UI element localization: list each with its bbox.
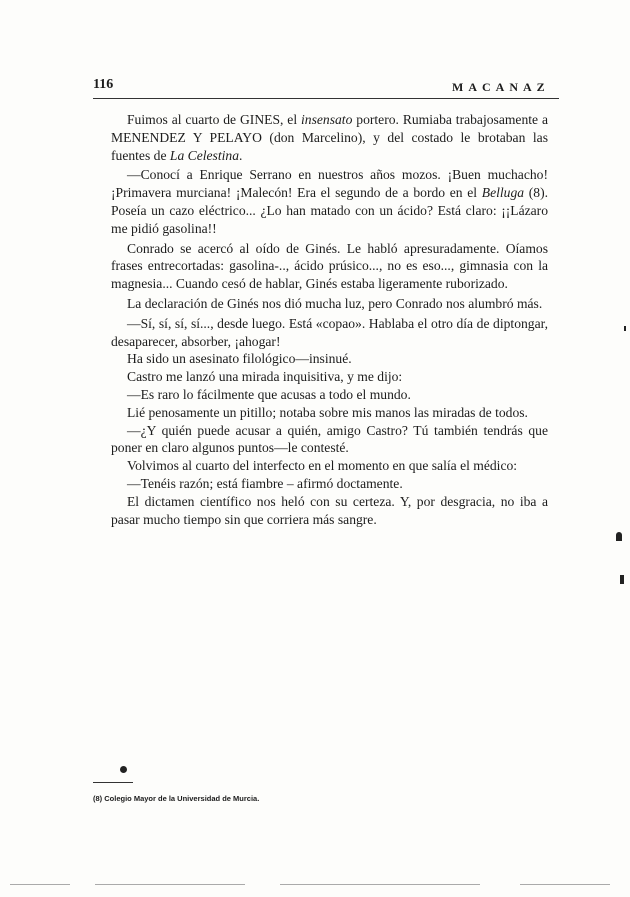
bottom-rule: [280, 884, 480, 885]
margin-mark: [620, 575, 624, 584]
bottom-rule: [10, 884, 70, 885]
paragraph: Lié penosamente un pitillo; notaba sobre mis manos las miradas de todos.: [127, 404, 528, 420]
paragraph: —¿Y quién puede acusar a quién, amigo Castro? Tú también tendrás que poner en claro algunos puntos—le contesté.: [111, 422, 548, 456]
bottom-rule: [95, 884, 245, 885]
footnote: (8) Colegio Mayor de la Universidad de Murcia.: [93, 794, 260, 803]
paragraph: Conrado se acercó al oído de Ginés. Le habló apresuradamente. Oíamos frases entrecortadas: gasolina-.., ácido prúsico..., no es eso..., gimnasia con la magnesia... Cuando cesó de hablar, Ginés estaba ligeramente ruborizado.: [111, 240, 548, 292]
paragraph: La declaración de Ginés nos dió mucha luz, pero Conrado nos alumbró más.: [127, 295, 543, 311]
paragraph: Ha sido un asesinato filológico—insinué.: [127, 351, 352, 367]
footnote-mark: [120, 766, 127, 773]
paragraph: —Sí, sí, sí, sí..., desde luego. Está «copao». Hablaba el otro día de diptongar, desaparecer, absorber, ¡ahogar!: [111, 315, 548, 349]
paragraph: —Conocí a Enrique Serrano en nuestros años mozos. ¡Buen muchacho! ¡Primavera murciana! ¡Malecón! Era el segundo de a bordo en el Belluga (8). Poseía un cazo eléctrico... ¿Lo han matado con un ácido? Está claro: ¡¡Lázaro me pidió gasolina!!: [111, 167, 548, 236]
margin-mark: [616, 532, 622, 541]
paragraph: Fuimos al cuarto de GINES, el insensato portero. Rumiaba trabajosamente a MENENDEZ Y PELAYO (don Marcelino), y del costado le brotaban las fuentes de La Celestina.: [111, 112, 549, 163]
body-text: [111, 111, 548, 528]
footnote-rule: [93, 782, 133, 783]
bottom-rule: [520, 884, 610, 885]
paragraph: El dictamen científico nos heló con su certeza. Y, por desgracia, no iba a pasar mucho tiempo sin que corriera más sangre.: [111, 493, 548, 527]
paragraph: —Es raro lo fácilmente que acusas a todo el mundo.: [127, 386, 411, 402]
paragraph: Castro me lanzó una mirada inquisitiva, y me dijo:: [127, 369, 403, 385]
paragraph: —Tenéis razón; está fiambre – afirmó doctamente.: [127, 475, 403, 491]
header-rule: [93, 98, 559, 99]
page-number: 116: [93, 77, 114, 92]
running-title: MACANAZ: [452, 80, 550, 94]
paragraph: Volvimos al cuarto del interfecto en el momento en que salía el médico:: [127, 458, 518, 474]
margin-mark: [624, 326, 626, 331]
